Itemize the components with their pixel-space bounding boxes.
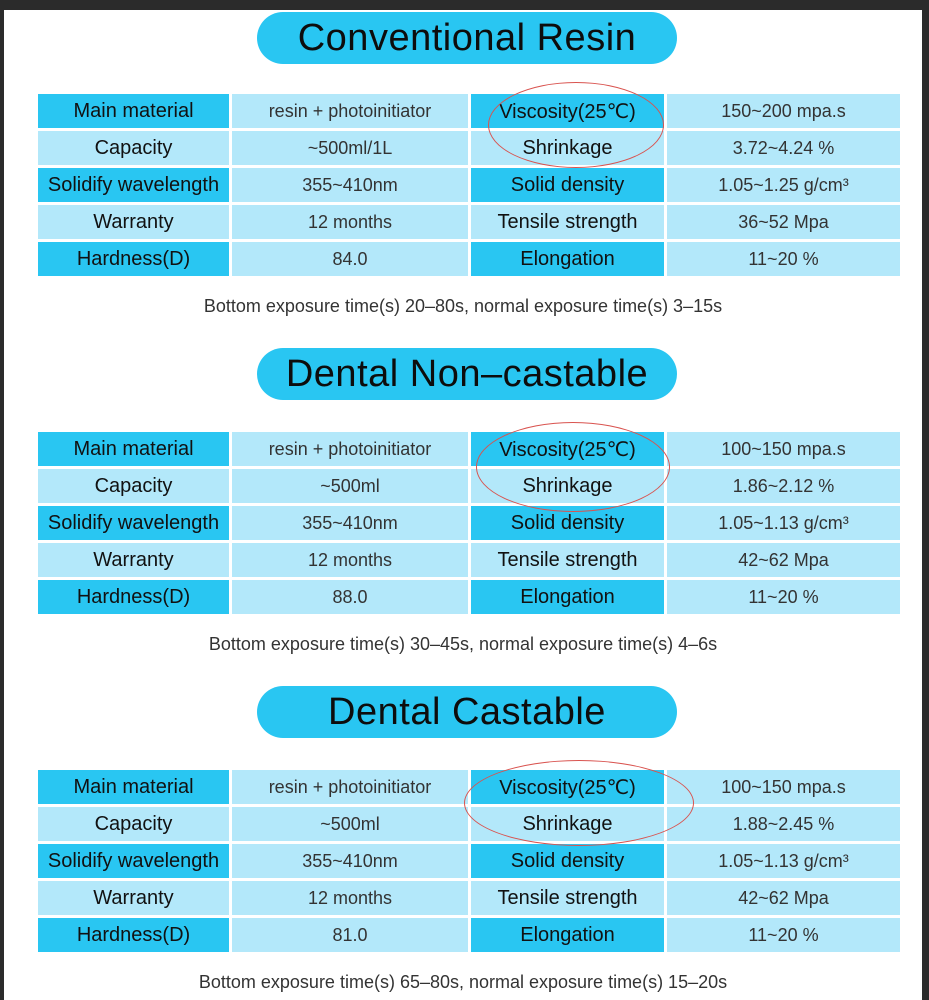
label-elongation: Elongation — [471, 242, 664, 276]
value-tensile-strength: 42~62 Mpa — [667, 881, 900, 915]
spec-table — [38, 94, 900, 278]
spec-sheet — [4, 10, 922, 1000]
label-hardness: Hardness(D) — [38, 242, 229, 276]
value-main-material: resin + photoinitiator — [232, 432, 468, 466]
exposure-note: Bottom exposure time(s) 30–45s, normal exposure time(s) 4–6s — [208, 634, 718, 654]
label-main-material: Main material — [38, 770, 229, 804]
exposure-note: Bottom exposure time(s) 20–80s, normal exposure time(s) 3–15s — [203, 296, 723, 316]
label-shrinkage: Shrinkage — [471, 807, 664, 841]
value-viscosity: 150~200 mpa.s — [667, 94, 900, 128]
value-solidify-wavelength: 355~410nm — [232, 168, 468, 202]
label-viscosity: Viscosity(25℃) — [471, 770, 664, 804]
value-capacity: ~500ml — [232, 469, 468, 503]
value-solidify-wavelength: 355~410nm — [232, 506, 468, 540]
label-solid-density: Solid density — [471, 168, 664, 202]
value-solid-density: 1.05~1.25 g/cm³ — [667, 168, 900, 202]
label-hardness: Hardness(D) — [38, 580, 229, 614]
label-warranty: Warranty — [38, 881, 229, 915]
label-elongation: Elongation — [471, 580, 664, 614]
label-solidify-wavelength: Solidify wavelength — [38, 506, 229, 540]
label-tensile-strength: Tensile strength — [471, 881, 664, 915]
label-solidify-wavelength: Solidify wavelength — [38, 168, 229, 202]
value-capacity: ~500ml — [232, 807, 468, 841]
label-viscosity: Viscosity(25℃) — [471, 94, 664, 128]
value-elongation: 11~20 % — [667, 918, 900, 952]
label-solid-density: Solid density — [471, 506, 664, 540]
label-hardness: Hardness(D) — [38, 918, 229, 952]
label-tensile-strength: Tensile strength — [471, 543, 664, 577]
value-capacity: ~500ml/1L — [232, 131, 468, 165]
section-title: Dental Non–castable — [257, 348, 677, 400]
value-shrinkage: 3.72~4.24 % — [667, 131, 900, 165]
spec-table — [38, 770, 900, 954]
label-shrinkage: Shrinkage — [471, 131, 664, 165]
value-tensile-strength: 36~52 Mpa — [667, 205, 900, 239]
value-elongation: 11~20 % — [667, 580, 900, 614]
label-capacity: Capacity — [38, 807, 229, 841]
label-capacity: Capacity — [38, 469, 229, 503]
value-shrinkage: 1.88~2.45 % — [667, 807, 900, 841]
value-hardness: 88.0 — [232, 580, 468, 614]
section-title: Dental Castable — [257, 686, 677, 738]
value-hardness: 81.0 — [232, 918, 468, 952]
spec-table — [38, 432, 900, 616]
value-warranty: 12 months — [232, 543, 468, 577]
value-solid-density: 1.05~1.13 g/cm³ — [667, 844, 900, 878]
label-solidify-wavelength: Solidify wavelength — [38, 844, 229, 878]
value-elongation: 11~20 % — [667, 242, 900, 276]
label-warranty: Warranty — [38, 205, 229, 239]
value-viscosity: 100~150 mpa.s — [667, 770, 900, 804]
value-shrinkage: 1.86~2.12 % — [667, 469, 900, 503]
label-shrinkage: Shrinkage — [471, 469, 664, 503]
value-solidify-wavelength: 355~410nm — [232, 844, 468, 878]
value-hardness: 84.0 — [232, 242, 468, 276]
value-main-material: resin + photoinitiator — [232, 94, 468, 128]
label-main-material: Main material — [38, 432, 229, 466]
section-title: Conventional Resin — [257, 12, 677, 64]
label-warranty: Warranty — [38, 543, 229, 577]
value-main-material: resin + photoinitiator — [232, 770, 468, 804]
value-solid-density: 1.05~1.13 g/cm³ — [667, 506, 900, 540]
value-warranty: 12 months — [232, 205, 468, 239]
label-solid-density: Solid density — [471, 844, 664, 878]
label-capacity: Capacity — [38, 131, 229, 165]
value-tensile-strength: 42~62 Mpa — [667, 543, 900, 577]
label-main-material: Main material — [38, 94, 229, 128]
exposure-note: Bottom exposure time(s) 65–80s, normal exposure time(s) 15–20s — [198, 972, 728, 992]
value-warranty: 12 months — [232, 881, 468, 915]
label-tensile-strength: Tensile strength — [471, 205, 664, 239]
label-elongation: Elongation — [471, 918, 664, 952]
label-viscosity: Viscosity(25℃) — [471, 432, 664, 466]
value-viscosity: 100~150 mpa.s — [667, 432, 900, 466]
